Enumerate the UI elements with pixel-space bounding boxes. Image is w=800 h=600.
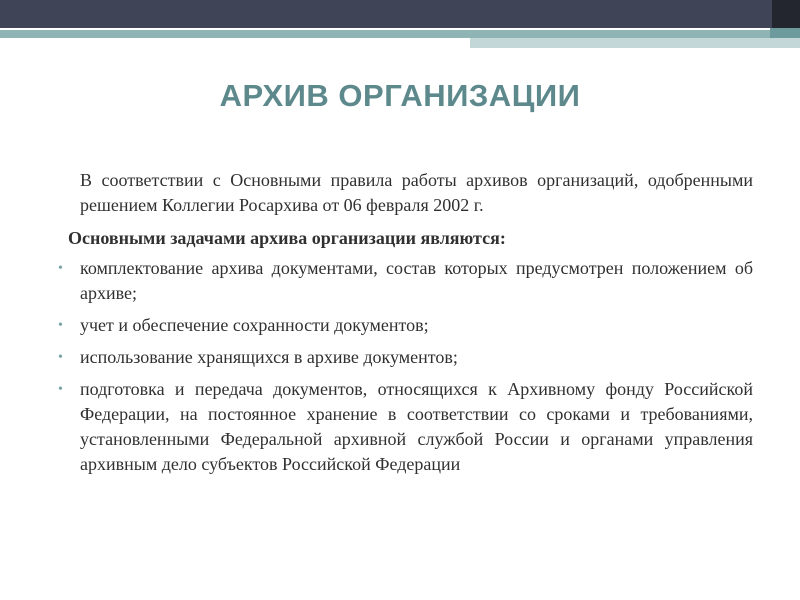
intro-paragraph: В соответствии с Основными правила работы архивов организаций, одобренными решением Коллегии Росархива от 06 февраля 2002 г.: [80, 170, 753, 215]
slide-body: [58, 168, 753, 484]
list-item-text: комплектование архива документами, состав которых предусмотрен положением об архиве;: [80, 258, 753, 303]
accent-stripe: [0, 30, 800, 38]
tasks-heading: Основными задачами архива организации являются:: [68, 228, 506, 248]
bullet-icon: •: [58, 382, 63, 397]
slide-title: АРХИВ ОРГАНИЗАЦИИ: [219, 78, 581, 113]
accent-stripe-light: [470, 38, 800, 48]
list-item-text: использование хранящихся в архиве документов;: [80, 347, 458, 367]
tasks-list: [58, 256, 753, 477]
list-item: [58, 256, 753, 306]
list-item-text: подготовка и передача документов, относящихся к Архивному фонду Российской Федерации, на постоянное хранение в соответствии со сроками и требованиями, установленными Федеральной архивной службой России и органами управления архивным дело субъектов Российской Федерации: [80, 379, 753, 474]
bullet-icon: •: [58, 318, 63, 333]
bullet-icon: •: [58, 261, 63, 276]
list-item: [58, 313, 753, 338]
list-item: [58, 345, 753, 370]
bullet-icon: •: [58, 350, 63, 365]
header-bar: [0, 0, 800, 28]
list-item-text: учет и обеспечение сохранности документов;: [80, 315, 429, 335]
list-item: [58, 377, 753, 477]
header-bar-corner: [772, 0, 800, 28]
